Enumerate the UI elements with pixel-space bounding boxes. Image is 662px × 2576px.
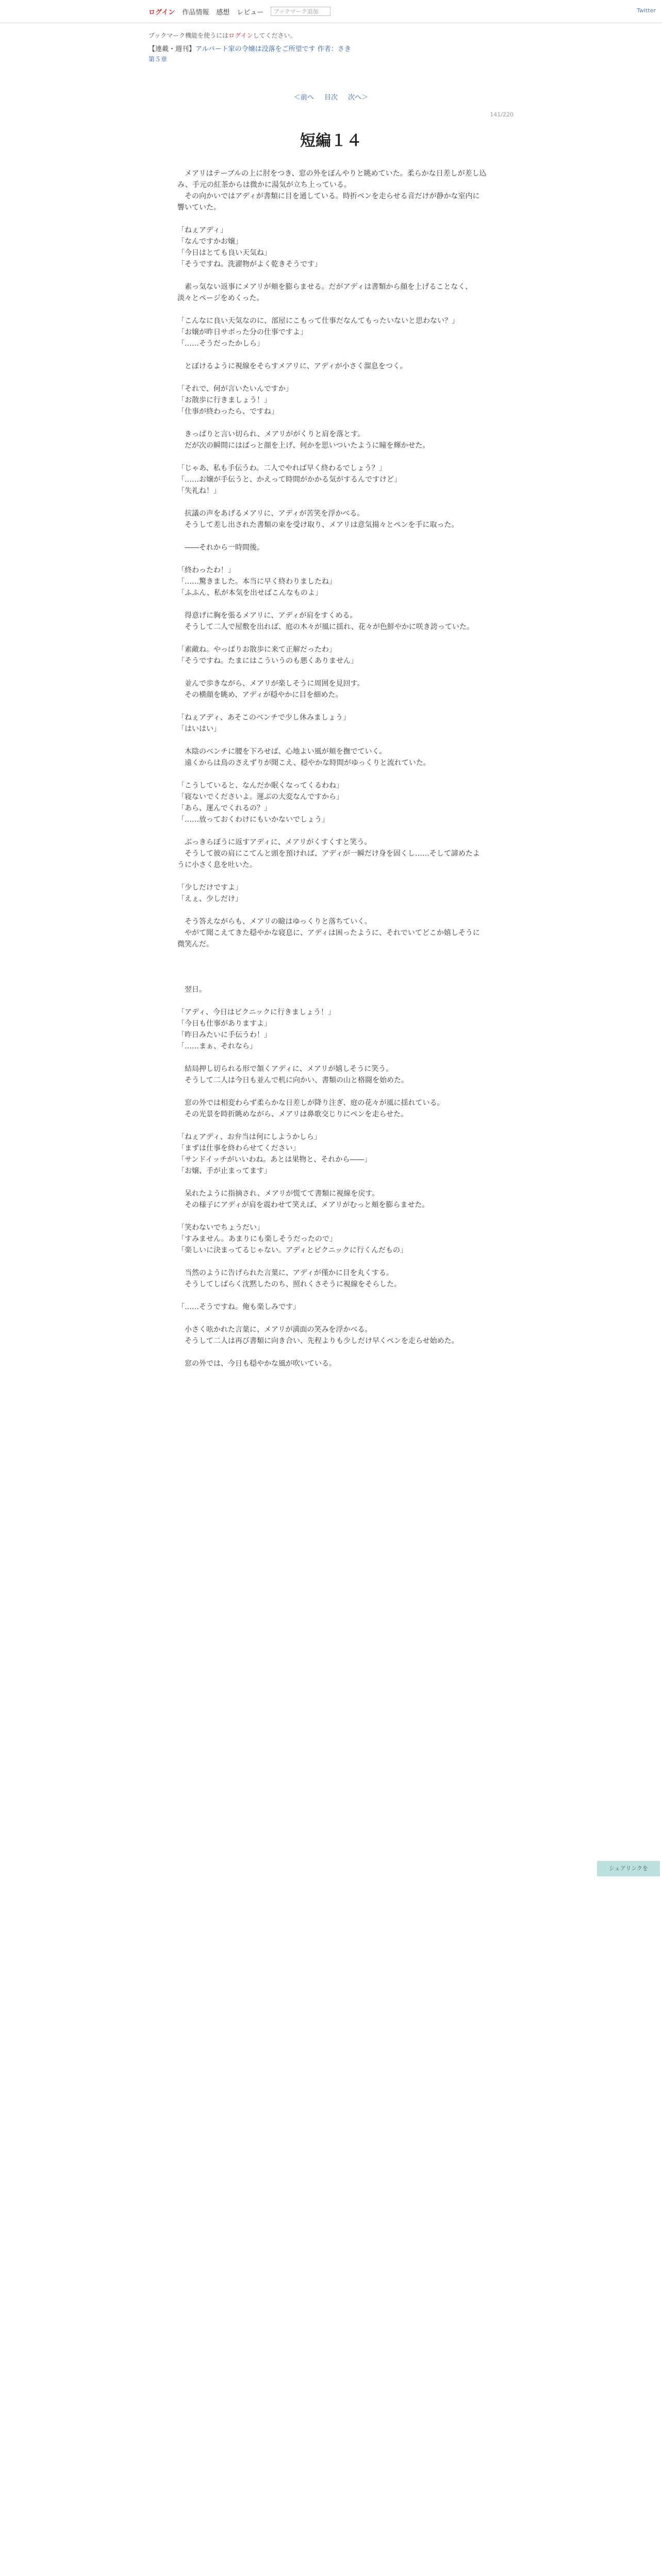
paragraph-gap [177,1290,487,1301]
paragraph-gap [177,961,487,973]
body-paragraph: 「素敵ね。やっぱりお散歩に来て正解だったわ」 [177,646,336,654]
body-paragraph: 「なんですかお嬢」 [177,238,242,246]
twitter-link[interactable]: Twitter [637,7,656,14]
body-paragraph: 木陰のベンチに腰を下ろせば、心地よい風が頬を撫でていく。 [177,748,387,756]
body-paragraph: 翌日。 [177,986,206,994]
body-paragraph: 「笑わないでちょうだい」 [177,1224,264,1232]
body-paragraph: そうして二人で屋敷を出れば、庭の木々が風に揺れ、花々が色鮮やかに咲き誇っていた。 [177,623,474,631]
body-paragraph: 「ふふん、私が本気を出せばこんなものよ」 [177,589,322,597]
body-paragraph: 「……そうですね。俺も楽しみです」 [177,1303,300,1311]
login-link[interactable]: ログイン [148,8,175,16]
body-paragraph: そうして二人は再び書類に向き合い、先程よりも少しだけ早くペンを走らせ始めた。 [177,1337,459,1345]
body-paragraph: ぶっきらぼうに返すアディに、メアリがくすくすと笑う。 [177,838,372,846]
body-paragraph: 「あら、運んでくれるの？」 [177,804,271,812]
body-paragraph: 素っ気ない返事にメアリが頬を膨らませる。だがアディは書類から顔を上げることなく、淡々とページをめくった。 [177,283,473,302]
body-paragraph: 「終わったわ！」 [177,566,235,574]
top-bar [0,0,662,23]
novel-body [177,168,487,1369]
nav-item-impression[interactable]: 感想 [216,8,230,16]
body-paragraph: 「サンドイッチがいいわね。あとは果物と、それから――」 [177,1156,372,1164]
top-nav [148,6,330,16]
body-paragraph: 「……放っておくわけにもいかないでしょう」 [177,816,329,824]
body-paragraph: 「こうしていると、なんだか眠くなってくるわね」 [177,782,343,790]
paragraph-gap [177,769,487,780]
paragraph-gap [177,1313,487,1324]
paragraph-gap [177,372,487,383]
body-paragraph: 「少しだけですよ」 [177,884,242,892]
body-paragraph: そうして彼の肩にこてんと頭を預ければ、アディが一瞬だけ身を固くし……そして諦めたように小さく息を吐いた。 [177,850,480,869]
body-paragraph: 結局押し切られる形で頷くアディに、メアリが嬉しそうに笑う。 [177,1065,393,1073]
body-paragraph: 「今日も仕事がありますよ」 [177,1020,271,1028]
body-paragraph: 「じゃあ、私も手伝うわ。二人でやれば早く終わるでしょう？」 [177,464,386,472]
next-link[interactable]: 次へ＞ [348,94,369,101]
body-paragraph: 「……お嬢が手伝うと、かえって時間がかかる気がするんですけど」 [177,476,401,484]
body-paragraph: 「えぇ、少しだけ」 [177,895,242,903]
share-link-button[interactable]: シェアリンクを [597,1861,660,1876]
paragraph-gap [177,825,487,837]
body-paragraph: とぼけるように視線をそらすメアリに、アディが小さく溜息をつく。 [177,362,407,370]
body-paragraph: 「……まぁ、それなら」 [177,1042,257,1050]
body-paragraph: 小さく呟かれた言葉に、メアリが満面の笑みを浮かべる。 [177,1326,372,1334]
body-paragraph: だが次の瞬間にはぱっと顔を上げ、何かを思いついたように瞳を輝かせた。 [177,442,430,450]
body-paragraph: 当然のように告げられた言葉に、アディが僅かに目を丸くする。 [177,1269,393,1277]
novel-title-text: アルバート家の令嬢は没落をご所望です 作者：さき [195,45,351,53]
notice-prefix: ブックマーク機能を使うには [148,32,229,39]
body-paragraph: 「そうですね。洗濯物がよく乾きそうです」 [177,260,322,268]
paragraph-gap [177,451,487,463]
main-content [148,31,514,1368]
body-paragraph: 「お散歩に行きましょう！」 [177,396,271,404]
body-paragraph: 「ねぇアディ、お弁当は何にしようかしら」 [177,1133,321,1141]
notice-login-link[interactable]: ログイン [228,32,253,39]
paragraph-gap [177,497,487,508]
body-paragraph: 「……驚きました。本当に早く終わりましたね」 [177,578,336,586]
body-paragraph: 「まずは仕事を終わらせてください」 [177,1144,300,1153]
body-paragraph: その光景を時折眺めながら、メアリは鼻歌交じりにペンを走らせた。 [177,1110,408,1118]
paragraph-gap [177,1211,487,1222]
body-paragraph: 呆れたように指摘され、メアリが慌てて書類に視線を戻す。 [177,1190,379,1198]
paragraph-gap [177,1177,487,1188]
body-paragraph: 「お嬢、手が止まってます」 [177,1167,271,1175]
paragraph-gap [177,553,487,565]
bookmark-add-button[interactable]: ブックマーク追加 [271,7,330,16]
nav-item-info[interactable]: 作品情報 [182,8,209,16]
novel-title[interactable] [148,44,514,55]
novel-tag: 【連載・週刊】 [148,45,196,53]
body-paragraph: 「アディ、今日はピクニックに行きましょう！」 [177,1008,336,1016]
paragraph-gap [177,304,487,315]
body-paragraph: その横顔を眺め、アディが穏やかに目を細めた。 [177,691,343,699]
body-paragraph: 「楽しいに決まってるじゃない。アディとピクニックに行くんだもの」 [177,1246,408,1255]
notice-suffix: してください。 [253,32,296,39]
body-paragraph: 「それで、何が言いたいんですか」 [177,385,293,393]
paragraph-gap [177,349,487,361]
paragraph-gap [177,1052,487,1063]
prev-link[interactable]: ＜前へ [293,94,314,101]
chapter-title: 第５章 [148,56,168,63]
paragraph-gap [177,735,487,746]
body-paragraph: 「こんなに良い天気なのに、部屋にこもって仕事だなんてもったいないと思わない？」 [177,317,459,325]
index-link[interactable]: 目次 [324,94,338,101]
paragraph-gap [177,599,487,610]
nav-item-review[interactable]: レビュー [237,8,264,16]
body-paragraph: 「すみません。あまりにも楽しそうだったので」 [177,1235,337,1243]
body-paragraph: メアリはテーブルの上に肘をつき、窓の外をぼんやりと眺めていた。柔らかな日差しが差し込み、手元の紅茶からは微かに湯気が立ち上っている。 [177,170,487,189]
body-paragraph: 「はいはい」 [177,725,221,733]
body-paragraph: ――それから一時間後。 [177,544,264,552]
paragraph-gap [177,213,487,225]
body-paragraph: そうしてしばらく沈黙したのち、照れくさそうに視線をそらした。 [177,1280,401,1289]
paragraph-gap [177,1256,487,1267]
body-paragraph: その向かいではアディが書類に目を通している。時折ペンを走らせる音だけが静かな室内に響いていた。 [177,192,480,212]
paragraph-gap [177,417,487,429]
paragraph-gap [177,531,487,542]
episode-title: 短編１４ [300,132,362,150]
page-number: 141/220 [490,111,514,118]
paragraph-gap [177,1347,487,1358]
body-paragraph: 遠くからは鳥のさえずりが聞こえ、穏やかな時間がゆっくりと流れていた。 [177,759,431,767]
body-paragraph: 「ねぇアディ」 [177,226,227,234]
body-paragraph: 「そうですね。たまにはこういうのも悪くありません」 [177,657,358,665]
paragraph-gap [177,871,487,882]
body-paragraph: 並んで歩きながら、メアリが楽しそうに周囲を見回す。 [177,680,365,688]
paragraph-gap [177,1086,487,1097]
body-paragraph: そう答えながらも、メアリの瞼はゆっくりと落ちていく。 [177,918,372,926]
paragraph-gap [177,667,487,678]
body-paragraph: 得意げに胸を張るメアリに、アディが肩をすくめる。 [177,612,357,620]
body-paragraph: 「昨日みたいに手伝うわ！」 [177,1031,271,1039]
paragraph-gap [177,973,487,984]
body-paragraph: そうして差し出された書類の束を受け取り、メアリは意気揚々とペンを手に取った。 [177,521,459,529]
body-paragraph: 「お嬢が昨日サボった分の仕事ですよ」 [177,328,307,336]
body-paragraph: 「ねぇアディ、あそこのベンチで少し休みましょう」 [177,714,350,722]
paragraph-gap [177,950,487,961]
paragraph-gap [177,905,487,916]
paragraph-gap [177,701,487,712]
body-paragraph: きっぱりと言い切られ、メアリががくりと肩を落とす。 [177,430,365,438]
body-paragraph: 抗議の声をあげるメアリに、アディが苦笑を浮かべる。 [177,510,365,518]
body-paragraph: 「……そうだったかしら」 [177,340,264,348]
body-paragraph: 「失礼ね！」 [177,487,221,495]
body-paragraph: 「寝ないでくださいよ。運ぶの大変なんですから」 [177,793,343,801]
body-paragraph: 窓の外では相変わらず柔らかな日差しが降り注ぎ、庭の花々が風に揺れている。 [177,1099,444,1107]
paragraph-gap [177,1120,487,1131]
paragraph-gap [177,633,487,644]
body-paragraph: 「仕事が終わったら、ですね」 [177,408,278,416]
body-paragraph: 窓の外では、今日も穏やかな風が吹いている。 [177,1360,336,1368]
body-paragraph: 「今日はとても良い天気ね」 [177,249,271,257]
login-notice [148,31,514,40]
paragraph-gap [177,995,487,1007]
paragraph-gap [177,270,487,281]
body-paragraph: やがて聞こえてきた穏やかな寝息に、アディは困ったように、それでいてどこか嬉しそうに微笑んだ。 [177,929,480,948]
pager-top [148,92,514,101]
body-paragraph: そうして二人は今日も並んで机に向かい、書類の山と格闘を始めた。 [177,1076,408,1084]
body-paragraph: その様子にアディが肩を震わせて笑えば、メアリがむっと頬を膨らませた。 [177,1201,429,1209]
